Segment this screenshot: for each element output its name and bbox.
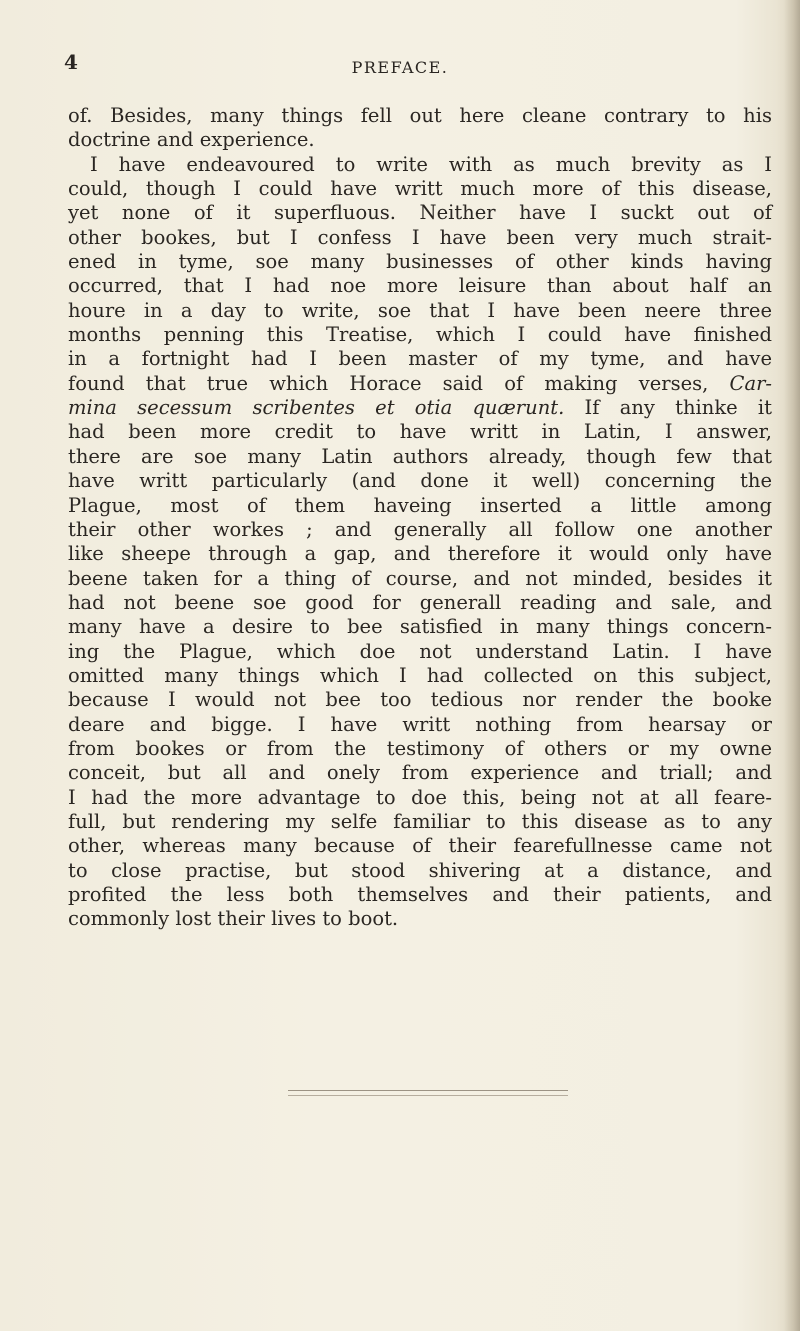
text-line: because I would not bee too tedious nor render the booke: [68, 688, 772, 712]
text-line: could, though I could have writt much more of this disease,: [68, 177, 772, 201]
body-text: [68, 104, 772, 932]
text-segment: If any thinke it: [584, 396, 773, 420]
text-line: other, whereas many because of their fearefullnesse came not: [68, 834, 772, 858]
text-line: doctrine and experience.: [68, 128, 315, 152]
text-line: [68, 396, 772, 420]
text-line: have writt particularly (and done it well) concerning the: [68, 469, 772, 493]
text-line: omitted many things which I had collected on this subject,: [68, 663, 772, 687]
text-line: conceit, but all and onely from experience and triall; and: [68, 761, 772, 785]
text-line: months penning this Treatise, which I could have finished: [68, 323, 772, 347]
text-line: profited the less both themselves and their patients, and: [68, 883, 772, 906]
text-line: full, but rendering my selfe familiar to this disease as to any: [68, 809, 772, 833]
text-line: I have endeavoured to write with as much brevity as I: [90, 152, 772, 176]
page-edge-shadow: [784, 0, 800, 1331]
text-line: Plague, most of them haveing inserted a little among: [68, 493, 772, 517]
section-divider-secondary: [288, 1095, 568, 1096]
text-line: ing the Plague, which doe not understand Latin. I have: [68, 639, 772, 663]
page-number: 4: [64, 50, 78, 74]
text-line: other bookes, but I confess I have been very much strait-: [68, 225, 772, 249]
text-line: their other workes ; and generally all follow one another: [68, 517, 772, 541]
running-title: PREFACE.: [351, 58, 449, 77]
text-line: many have a desire to bee satisfied in many things concern-: [68, 615, 772, 639]
section-divider: [288, 1090, 568, 1091]
text-line: houre in a day to write, soe that I have been neere three: [68, 298, 772, 322]
text-line: there are soe many Latin authors already, though few that: [68, 444, 772, 468]
text-line: in a fortnight had I been master of my tyme, and have: [68, 347, 772, 371]
text-line: had not beene soe good for generall reading and sale, and: [68, 590, 772, 614]
latin-quote-start: Car-: [729, 371, 773, 395]
text-line: commonly lost their lives to boot.: [68, 907, 399, 931]
text-line: occurred, that I had noe more leisure than about half an: [68, 274, 772, 298]
text-line: from bookes or from the testimony of others or my owne: [68, 736, 772, 760]
latin-quote: mina secessum scribentes et otia quærunt.: [68, 396, 565, 420]
text-line: [68, 372, 772, 396]
text-segment: found that true which Horace said of making verses,: [68, 371, 709, 395]
text-line: I had the more advantage to doe this, being not at all feare-: [68, 785, 772, 809]
text-line: like sheepe through a gap, and therefore it would only have: [68, 542, 772, 566]
text-line: deare and bigge. I have writt nothing from hearsay or: [68, 712, 772, 736]
text-line: beene taken for a thing of course, and not minded, besides it: [68, 566, 772, 590]
text-line: ened in tyme, soe many businesses of other kinds having: [68, 250, 772, 274]
text-line: of. Besides, many things fell out here cleane contrary to his: [68, 104, 772, 127]
text-line: to close practise, but stood shivering at a distance, and: [68, 858, 772, 882]
text-line: had been more credit to have writt in Latin, I answer,: [68, 420, 772, 444]
text-line: yet none of it superfluous. Neither have I suckt out of: [68, 201, 772, 225]
